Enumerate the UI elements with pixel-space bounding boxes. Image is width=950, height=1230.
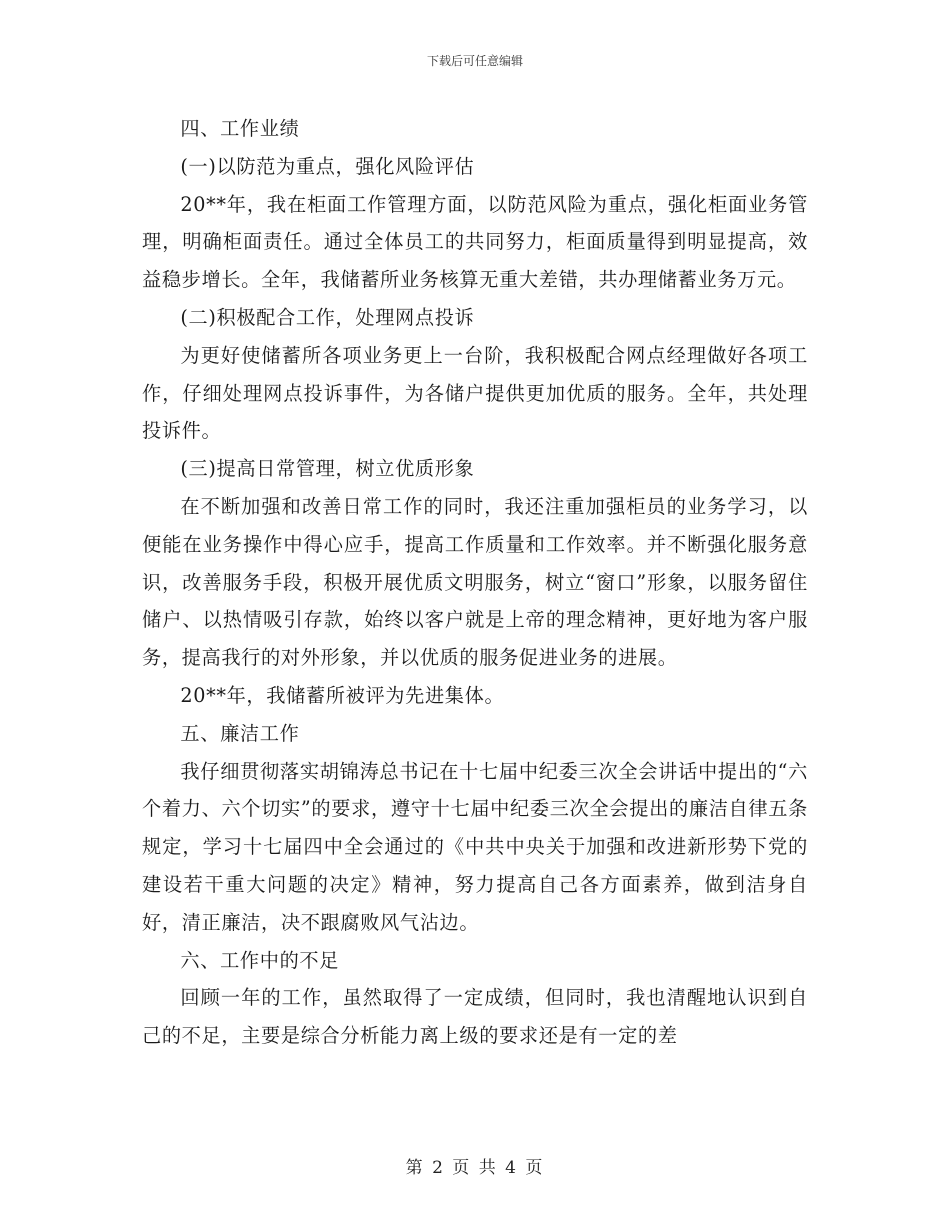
paragraph-integrity: 我仔细贯彻落实胡锦涛总书记在十七届中纪委三次全会讲话中提出的“六个着力、六个切实”的要求，遵守十七届中纪委三次全会提出的廉洁自律五条规定，学习十七届四中全会通过的《中共中央关于加强和改进新形势下党的建设若干重大问题的决定》精神，努力提高自己各方面素养，做到洁身自好，清正廉洁，决不跟腐败风气沾边。 — [142, 759, 808, 934]
page-number: 第 2 页 共 4 页 — [405, 1158, 545, 1178]
paragraph-complaints: 为更好使储蓄所各项业务更上一台阶，我积极配合网点经理做好各项工作，仔细处理网点投诉事件，为各储户提供更加优质的服务。全年，共处理投诉件。 — [142, 343, 808, 443]
paragraph-management: 在不断加强和改善日常工作的同时，我还注重加强柜员的业务学习，以便能在业务操作中得心应手，提高工作质量和工作效率。并不断强化服务意识，改善服务手段，积极开展优质文明服务，树立“窗口”形象，以服务留住储户、以热情吸引存款，始终以客户就是上帝的理念精神，更好地为客户服务，提高我行的对外形象，并以优质的服务促进业务的进展。 — [142, 494, 808, 670]
subsection-heading-complaints: (二)积极配合工作，处理网点投诉 — [180, 305, 475, 329]
section-heading-achievements: 四、工作业绩 — [180, 117, 300, 140]
paragraph-shortcomings: 回顾一年的工作，虽然取得了一定成绩，但同时，我也清醒地认识到自己的不足，主要是综合分析能力离上级的要求还是有一定的差 — [142, 986, 808, 1048]
subsection-heading-management: (三)提高日常管理，树立优质形象 — [180, 457, 475, 481]
section-heading-shortcomings: 六、工作中的不足 — [180, 948, 340, 972]
page-header: 下载后可任意编辑 — [426, 54, 523, 68]
document-body — [142, 110, 808, 1055]
paragraph-risk: 20**年，我在柜面工作管理方面，以防范风险为重点，强化柜面业务管理，明确柜面责任。通过全体员工的共同努力，柜面质量得到明显提高，效益稳步增长。全年，我储蓄所业务核算无重大差错，共办理储蓄业务万元。 — [142, 192, 808, 292]
subsection-heading-risk: (一)以防范为重点，强化风险评估 — [180, 154, 475, 178]
section-heading-integrity: 五、廉洁工作 — [180, 721, 300, 745]
paragraph-award: 20**年，我储蓄所被评为先进集体。 — [180, 683, 505, 707]
